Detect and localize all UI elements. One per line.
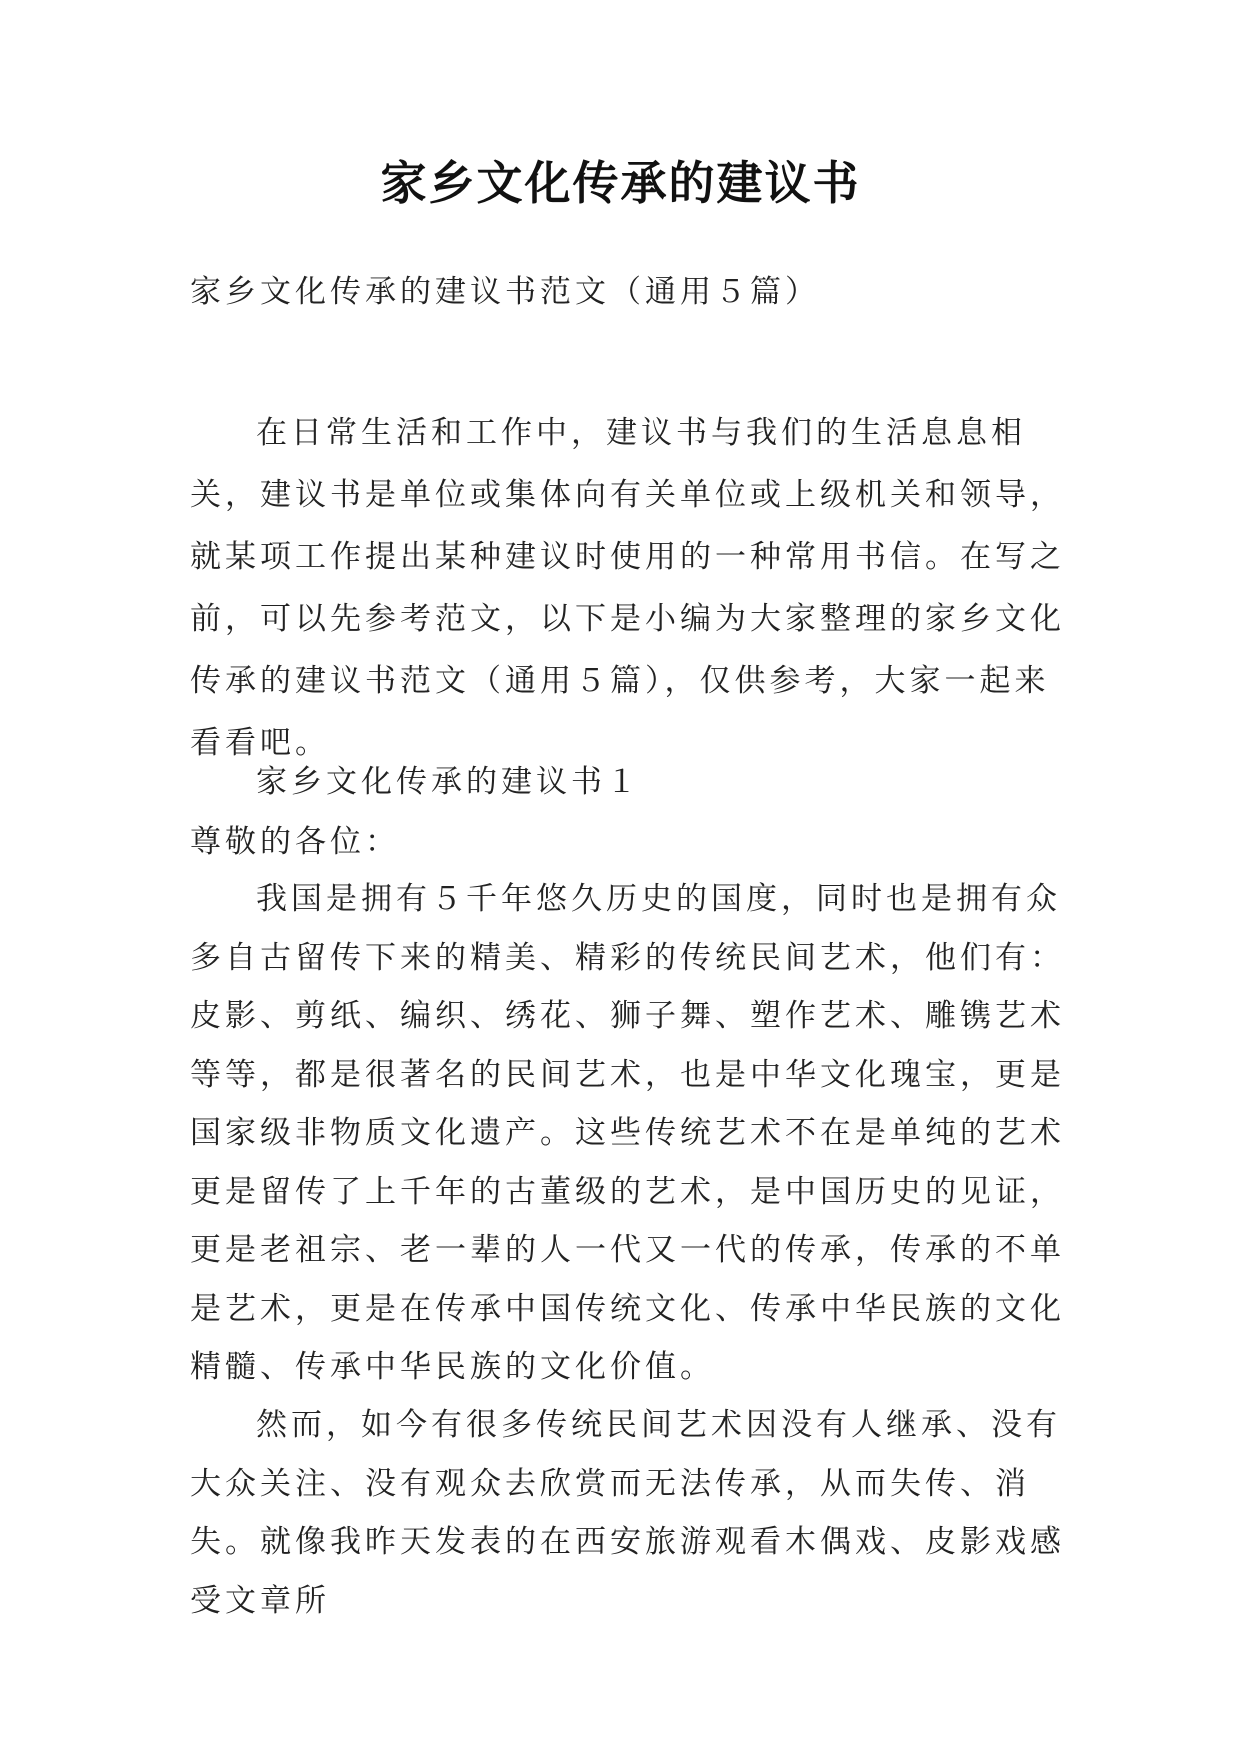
document-subtitle: 家乡文化传承的建议书范文（通用５篇）: [190, 274, 820, 310]
body-paragraph: 我国是拥有５千年悠久历史的国度，同时也是拥有众多自古留传下来的精美、精彩的传统民间艺术，他们有：皮影、剪纸、编织、绣花、狮子舞、塑作艺术、雕镌艺术等等，都是很著名的民间艺术，也是中华文化瑰宝，更是国家级非物质文化遗产。这些传统艺术不在是单纯的艺术更是留传了上千年的古董级的艺术，是中国历史的见证，更是老祖宗、老一辈的人一代又一代的传承，传承的不单是艺术，更是在传承中国传统文化、传承中华民族的文化精髓、传承中华民族的文化价值。: [190, 881, 1065, 1385]
salutation: 尊敬的各位：: [190, 824, 400, 860]
body-paragraph: 然而，如今有很多传统民间艺术因没有人继承、没有大众关注、没有观众去欣赏而无法传承，从而失传、消失。就像我昨天发表的在西安旅游观看木偶戏、皮影戏感受文章所: [190, 1407, 1065, 1619]
section-heading: 家乡文化传承的建议书１: [256, 764, 641, 800]
intro-paragraph: 在日常生活和工作中，建议书与我们的生活息息相关，建议书是单位或集体向有关单位或上级机关和领导，就某项工作提出某种建议时使用的一种常用书信。在写之前，可以先参考范文，以下是小编为大家整理的家乡文化传承的建议书范文（通用５篇），仅供参考，大家一起来看看吧。: [190, 415, 1065, 761]
document-title: 家乡文化传承的建议书: [380, 156, 861, 210]
